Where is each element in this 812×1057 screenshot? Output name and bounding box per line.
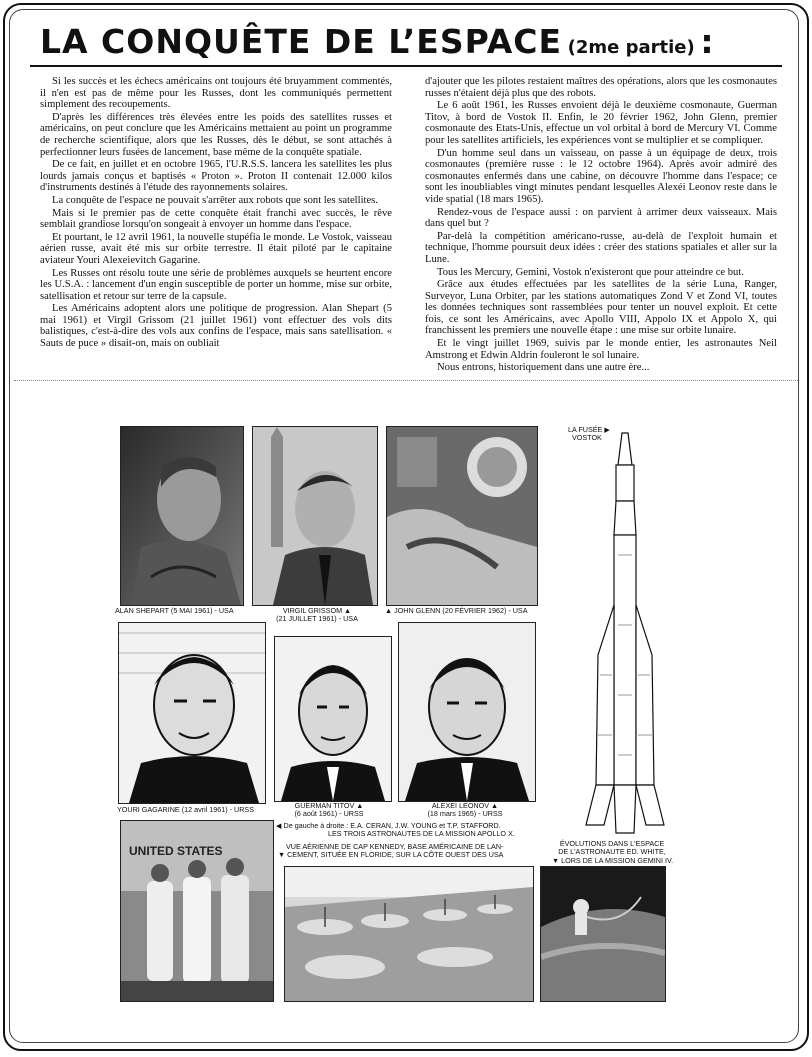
- photo-youri-gagarine: [118, 622, 266, 804]
- paragraph: Les Russes ont résolu toute une série de problèmes auxquels se heurtent encore les U.S.A. : lancement d'un engin susceptible de porter un homme, mise sur orbite, satellisation et retour sur terre de la capsule.: [40, 267, 392, 302]
- paragraph: Si les succès et les échecs américains ont toujours été bruyamment commentés, il n'en est pas de même pour les Russes, dont les communiqués permettent simplement des recoupements.: [40, 76, 392, 111]
- caption-glenn: ▲ JOHN GLENN (20 FÉVRIER 1962) - USA: [385, 606, 528, 615]
- caption-titov-name: GUERMAN TITOV ▲: [294, 801, 364, 810]
- photo-cap-kennedy: [284, 866, 534, 1002]
- article-column-right: [425, 76, 777, 375]
- paragraph: La conquête de l'espace ne pouvait s'arrêter aux robots que sont les satellites.: [52, 194, 378, 206]
- photo-alan-shepart: [120, 426, 244, 606]
- caption-shepart: ALAN SHEPART (5 MAI 1961) - USA: [115, 606, 234, 615]
- caption-kennedy-line1: VUE AÉRIENNE DE CAP KENNEDY, BASE AMÉRICAINE DE LAN-: [286, 842, 504, 851]
- caption-apollo-crew: [276, 822, 515, 839]
- paragraph: Le 6 août 1961, les Russes envoient déjà le deuxième cosmonaute, Guerman Titov, à bord de Vostok II. Enfin, le 20 février 1962, John Glenn, premier cosmonaute des Etats-Unis, effectue un vol orbital à bord de Mercury VI. Comme pour les satellites artificiels, les expériences vont se multiplier et se compliquer.: [425, 100, 777, 146]
- caption-apollo-line2: LES TROIS ASTRONAUTES DE LA MISSION APOLLO X.: [328, 829, 515, 839]
- photo-john-glenn: [386, 426, 538, 606]
- caption-rocket-line2: VOSTOK: [572, 433, 602, 443]
- caption-apollo-line1: ◀ De gauche à droite : E.A. CERAN, J.W. YOUNG et T.P. STAFFORD.: [276, 821, 501, 830]
- caption-grissom-name: VIRGIL GRISSOM ▲: [282, 606, 352, 615]
- caption-leonov-date: (18 mars 1965) - URSS: [427, 809, 503, 819]
- photo-apollo-x-crew: [120, 820, 274, 1002]
- caption-ed-white: [552, 840, 672, 865]
- paragraph: Les Américains adoptent alors une politique de progression. Alan Shepart (5 mai 1961) et Virgil Grissom (21 juillet 1961) vont effectuer des vols dits balistiques, c'est-à-dire des vols aux confins de l'espace, mais sans satellisation. « Sauts de puce » disait-on, mais on oubliait: [40, 303, 392, 350]
- paragraph: Nous entrons, historiquement dans une autre ère...: [437, 362, 650, 374]
- section-divider: [14, 380, 798, 381]
- title-colon: :: [700, 22, 714, 61]
- caption-leonov-name: ALEXEI LEONOV ▲: [431, 801, 499, 810]
- caption-titov-date: (6 août 1961) - URSS: [294, 809, 364, 819]
- paragraph: Rendez-vous de l'espace aussi : on parvient à arrimer deux vaisseaux. Mais dans quel but ?: [425, 206, 777, 230]
- paragraph: D'un homme seul dans un vaisseau, on passe à un équipage de deux, trois cosmonautes (première russe : le 12 octobre 1964). Après avoir admiré des cosmonautes enfermés dans une cabine, on découvre l'homme dans l'espace; ce sont les inoubliables vingt minutes pendant lesquelles Alexéi Leonov reste dans le vide spatial (18 mars 1965).: [425, 147, 777, 205]
- photo-ed-white-spacewalk: [540, 866, 666, 1002]
- paragraph: Grâce aux études effectuées par les satellites de la série Luna, Ranger, Surveyor, Luna Orbiter, par les stations automatiques Zond V et Zond VI, toutes les données techniques sont rassemblées pour tenter un nouvel exploit. Et cette fois, ce sont les Américains, avec Apollo VIII, Appolo IX et Appolo X, qui franchissent les premiers une nouvelle étape : une mise sur orbite lunaire.: [425, 279, 777, 337]
- title-part: (2me partie): [567, 37, 695, 58]
- paragraph: Mais si le premier pas de cette conquête était franchi avec succès, le rêve semblait grandiose lorsqu'on songeait à envoyer un homme dans l'espace.: [40, 207, 392, 231]
- vostok-rocket-drawing: [560, 425, 690, 845]
- caption-gagarine: YOURI GAGARINE (12 avril 1961) - URSS: [117, 805, 254, 814]
- photo-guerman-titov: [274, 636, 392, 802]
- caption-grissom-date: (21 JUILLET 1961) - USA: [276, 614, 358, 624]
- caption-grissom: [262, 607, 372, 624]
- caption-white-line3: ▼ LORS DE LA MISSION GEMINI IV.: [552, 855, 674, 865]
- article-column-left: [40, 76, 392, 351]
- title-rule: [30, 65, 782, 67]
- caption-kennedy-line2: ▼ CEMENT, SITUÉE EN FLORIDE, SUR LA CÔTE OUEST DES USA: [278, 850, 504, 860]
- caption-white-line1: ÉVOLUTIONS DANS L'ESPACE: [559, 839, 665, 848]
- page-title: [40, 22, 780, 62]
- caption-rocket-line1: LA FUSÉE ▶: [568, 425, 610, 434]
- paragraph: Et pourtant, le 12 avril 1961, la nouvelle stupéfia le monde. Le Vostok, vaisseau aérien russe, avait été mis sur orbite terrestre. Il était piloté par le capitaine aviateur Youri Alexeievitch Gagarine.: [40, 231, 392, 266]
- paragraph: Et le vingt juillet 1969, suivis par le monde entier, les astronautes Neil Amstrong et Edwin Aldrin fouleront le sol lunaire.: [425, 338, 777, 361]
- caption-leonov: [410, 802, 520, 819]
- paragraph: d'ajouter que les pilotes restaient maîtres des opérations, alors que les cosmonautes russes n'étaient déjà plus que des robots.: [425, 76, 777, 99]
- photo-virgil-grissom: [252, 426, 378, 606]
- paragraph: Par-delà la compétition américano-russe, au-delà de l'exploit humain et technique, l'homme poursuit deux idées : créer des stations spatiales et aller sur la Lune.: [425, 230, 777, 265]
- paragraph: De ce fait, en juillet et en octobre 1965, l'U.R.S.S. lancera les satellites les plus lourds jamais conçus et baptisés « Proton ». Proton II contenait 12.000 kilos d'instruments destinés à l'étude des rayonnements solaires.: [40, 159, 392, 194]
- paragraph: Tous les Mercury, Gemini, Vostok n'existeront que pour atteindre ce but.: [437, 266, 744, 278]
- united-states-label: UNITED STATES: [129, 844, 223, 858]
- caption-titov: [274, 802, 384, 819]
- caption-white-line2: DE L'ASTRONAUTE ED. WHITE,: [558, 847, 666, 857]
- caption-cap-kennedy: [278, 842, 504, 860]
- photo-alexei-leonov: [398, 622, 536, 802]
- title-main: LA CONQUÊTE DE L’ESPACE: [40, 22, 563, 61]
- paragraph: D'après les différences très élevées entre les poids des satellites russes et américains, on peut conclure que les Américains mettaient au point un programme de recherche scientifique, alors que les Russes, dès le début, se sont attachés à perfectionner leurs fusées de lancement, base même de la conquête spatiale.: [40, 111, 392, 158]
